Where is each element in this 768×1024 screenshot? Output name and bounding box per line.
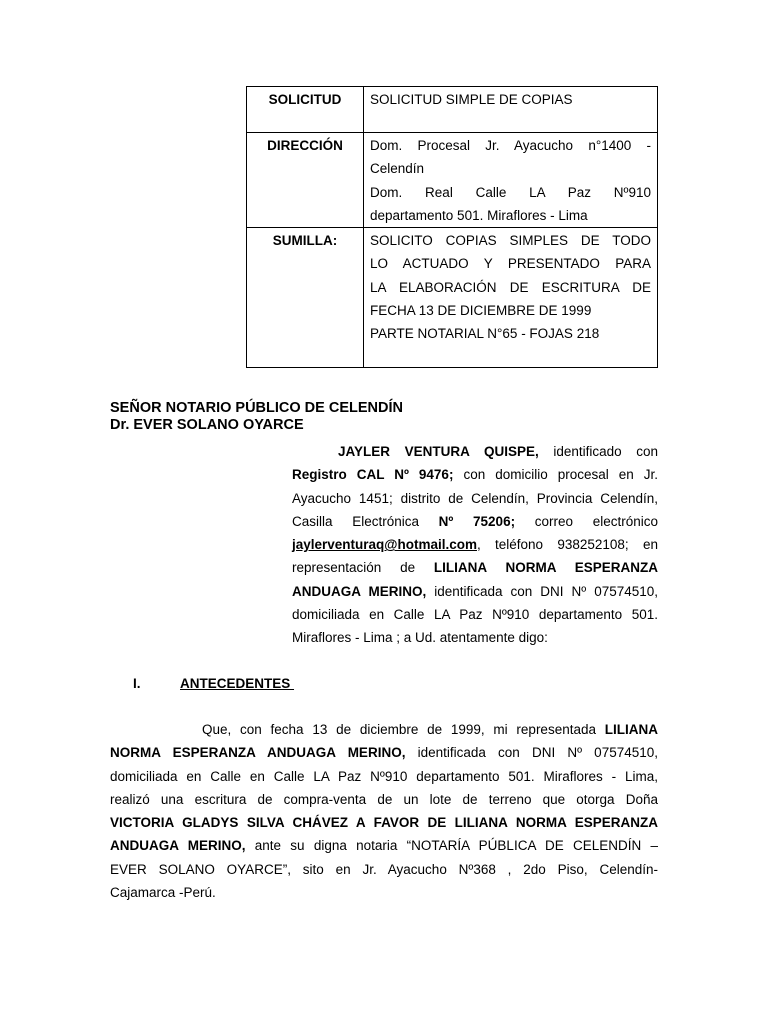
solicitud-label: SOLICITUD (247, 87, 364, 133)
intro-line: Miraflores - Lima ; a Ud. atentamente digo: (292, 630, 548, 646)
solicitud-value (364, 87, 658, 133)
registration-number: Registro CAL Nº 9476; (292, 467, 454, 483)
header-table (246, 86, 658, 368)
intro-line (292, 510, 658, 533)
intro-line (292, 580, 658, 603)
client-name: NORMA ESPERANZA ANDUAGA MERINO, (110, 745, 406, 761)
casilla-number: Nº 75206; (438, 513, 516, 529)
intro-line: Ayacucho 1451; distrito de Celendín, Provincia Celendín, (292, 490, 658, 506)
solicitud-line: SOLICITUD SIMPLE DE COPIAS (370, 92, 573, 107)
direccion-line: Celendín (370, 161, 425, 177)
section-title: ANTECEDENTES (180, 676, 295, 691)
antecedentes-paragraph (110, 718, 658, 904)
table-row (247, 87, 658, 133)
body-text: identificada con DNI Nº 07574510, (405, 745, 658, 761)
sumilla-line: LO ACTUADO Y PRESENTADO PARA (370, 256, 651, 272)
direccion-line: departamento 501. Miraflores - Lima (370, 207, 588, 223)
body-line: EVER SOLANO OYARCE”, sito en Jr. Ayacucho Nº368 , 2do Piso, Celendín- (110, 861, 658, 877)
sumilla-value (364, 228, 658, 368)
intro-text: con domicilio procesal en Jr. (453, 467, 658, 483)
intro-paragraph (292, 440, 658, 650)
petitioner-name: JAYLER VENTURA QUISPE, (338, 444, 539, 459)
intro-line (292, 533, 658, 556)
body-line (110, 741, 658, 764)
sumilla-line: PARTE NOTARIAL N°65 - FOJAS 218 (370, 326, 600, 342)
intro-line (292, 440, 658, 463)
client-name: ANDUAGA MERINO, (110, 838, 246, 854)
intro-text: correo electrónico (515, 513, 658, 529)
sumilla-line: LA ELABORACIÓN DE ESCRITURA DE (370, 279, 651, 295)
intro-text: identificada con DNI Nº 07574510, (426, 583, 659, 599)
intro-text: Casilla Electrónica (292, 513, 439, 529)
table-row (247, 133, 658, 228)
body-text: Que, con fecha 13 de diciembre de 1999, mi representada (202, 722, 605, 737)
intro-text: representación de (292, 560, 434, 576)
body-line (110, 718, 658, 741)
sumilla-line: SOLICITO COPIAS SIMPLES DE TODO (370, 233, 651, 249)
intro-line: domiciliada en Calle LA Paz Nº910 departamento 501. (292, 607, 658, 623)
direccion-label: DIRECCIÓN (247, 133, 364, 228)
intro-text: , teléfono 938252108; en (476, 537, 658, 553)
email-link[interactable]: jaylerventuraq@hotmail.com (292, 537, 477, 553)
body-line: Cajamarca -Perú. (110, 885, 216, 901)
body-line: domiciliada en Calle en Calle LA Paz Nº910 departamento 501. Miraflores - Lima, (110, 768, 658, 784)
addressee (110, 400, 403, 434)
body-line: VICTORIA GLADYS SILVA CHÁVEZ A FAVOR DE LILIANA NORMA ESPERANZA (110, 815, 658, 831)
body-text: ante su digna notaria “NOTARÍA PÚBLICA DE CELENDÍN – (245, 838, 659, 854)
table-row (247, 228, 658, 368)
direccion-line: Dom. Procesal Jr. Ayacucho n°1400 - (370, 138, 651, 153)
sumilla-line: FECHA 13 DE DICIEMBRE DE 1999 (370, 303, 592, 319)
intro-line (292, 463, 658, 486)
sumilla-label: SUMILLA: (247, 228, 364, 368)
intro-line (292, 556, 658, 579)
body-line (110, 834, 658, 857)
direccion-value (364, 133, 658, 228)
client-name: LILIANA NORMA ESPERANZA (433, 560, 659, 576)
body-line: realizó una escritura de compra-venta de un lote de terreno que otorga Doña (110, 791, 658, 807)
client-name: LILIANA (604, 722, 658, 737)
intro-text: identificado con (538, 444, 658, 459)
client-name: ANDUAGA MERINO, (292, 583, 427, 599)
section-number: I. (133, 676, 141, 691)
direccion-line: Dom. Real Calle LA Paz Nº910 (370, 184, 651, 200)
addressee-line-2: Dr. EVER SOLANO OYARCE (110, 417, 304, 433)
addressee-line-1: SEÑOR NOTARIO PÚBLICO DE CELENDÍN (110, 400, 403, 416)
